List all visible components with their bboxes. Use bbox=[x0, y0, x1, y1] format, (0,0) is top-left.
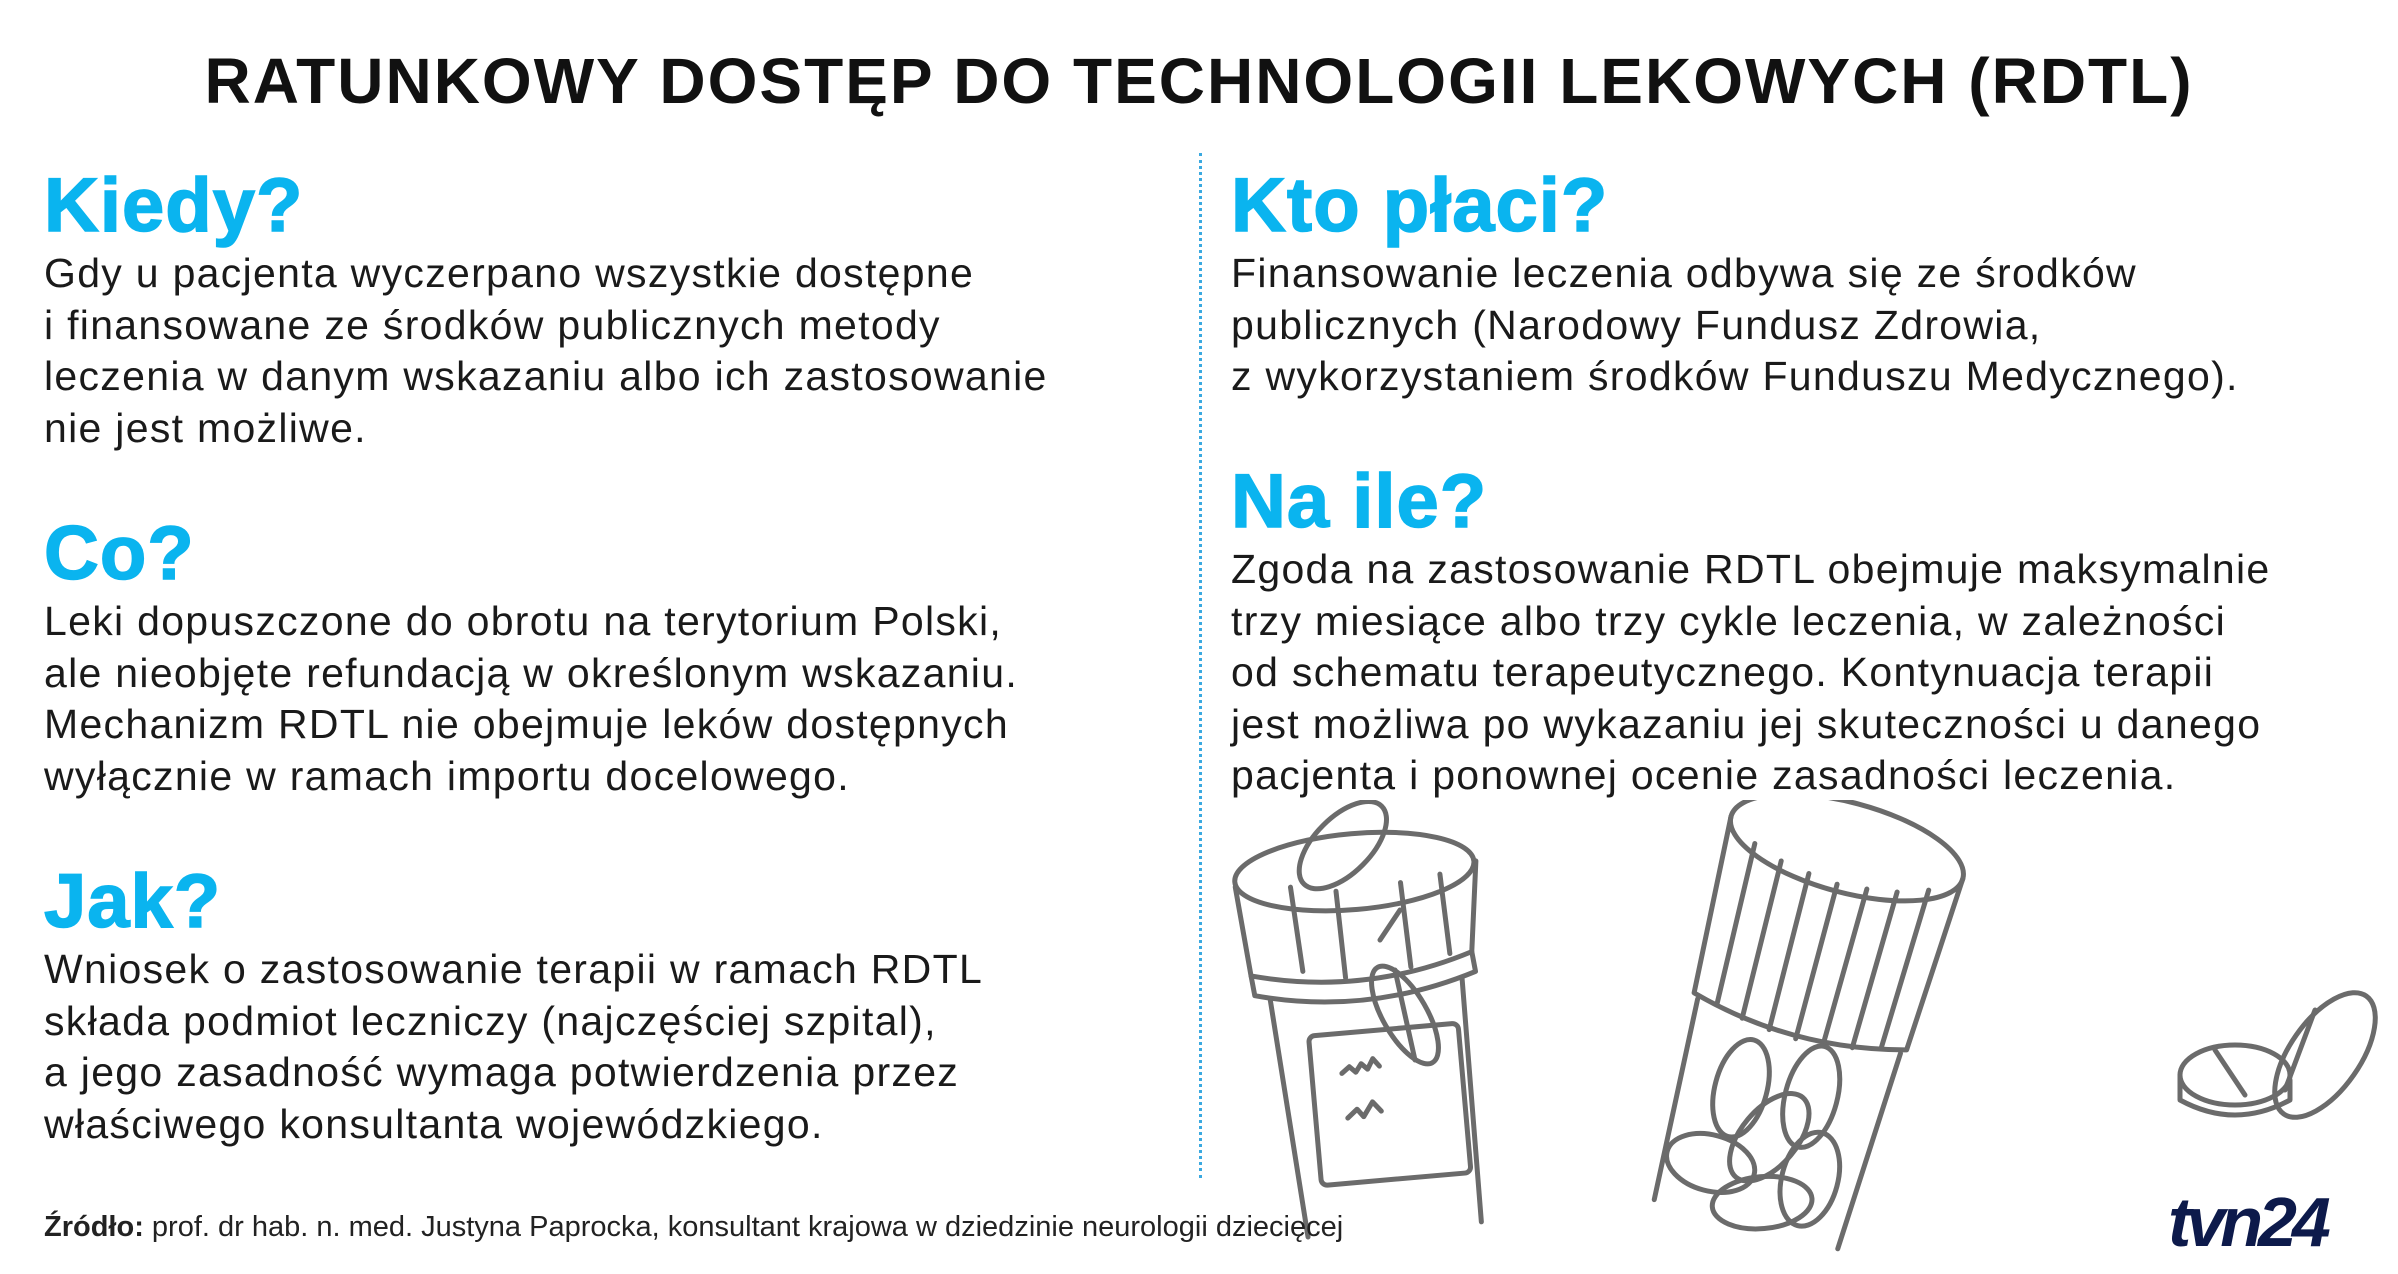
section-line: nie jest możliwe. bbox=[44, 404, 367, 451]
section-heading: Kiedy? bbox=[44, 163, 304, 248]
section-line: Zgoda na zastosowanie RDTL obejmuje maksymalnie bbox=[1231, 546, 2271, 592]
tablet-icon bbox=[2180, 976, 2390, 1134]
section-line: Leki dopuszczone do obrotu na terytorium Polski, bbox=[44, 598, 1003, 644]
pill-bottle-right-icon bbox=[1626, 800, 1975, 1260]
source-note bbox=[44, 1210, 1343, 1244]
section-jak bbox=[44, 860, 983, 1150]
section-line: Gdy u pacjenta wyczerpano wszystkie dostępne bbox=[44, 250, 975, 296]
section-line: publicznych (Narodowy Fundusz Zdrowia, bbox=[1231, 301, 2042, 348]
section-heading: Co? bbox=[44, 511, 195, 596]
page-title: RATUNKOWY DOSTĘP DO TECHNOLOGII LEKOWYCH (RDTL) bbox=[204, 45, 2194, 117]
section-line: trzy miesiące albo trzy cykle leczenia, w zależności bbox=[1231, 597, 2226, 644]
section-line: od schematu terapeutycznego. Kontynuacja terapii bbox=[1231, 649, 2215, 695]
section-heading: Na ile? bbox=[1231, 459, 1488, 544]
section-line: właściwego konsultanta wojewódzkiego. bbox=[44, 1100, 824, 1147]
section-line: leczenia w danym wskazaniu albo ich zastosowanie bbox=[44, 353, 1048, 399]
section-line: Finansowanie leczenia odbywa się ze środków bbox=[1231, 250, 2137, 296]
section-line: składa podmiot leczniczy (najczęściej szpital), bbox=[44, 997, 937, 1044]
section-heading: Jak? bbox=[44, 859, 222, 944]
source-text: prof. dr hab. n. med. Justyna Paprocka, konsultant krajowa w dziedzinie neurologii dziecięcej bbox=[143, 1211, 1344, 1243]
pill-bottle-left-icon bbox=[1231, 823, 1507, 1241]
section-na-ile bbox=[1231, 460, 2271, 802]
column-divider bbox=[1199, 153, 1202, 1178]
section-line: z wykorzystaniem środków Funduszu Medycznego). bbox=[1231, 353, 2239, 399]
section-line: wyłącznie w ramach importu docelowego. bbox=[44, 752, 850, 799]
section-line: pacjenta i ponownej ocenie zasadności leczenia. bbox=[1231, 752, 2177, 798]
section-line: i finansowane ze środków publicznych metody bbox=[44, 301, 941, 348]
section-line: Wniosek o zastosowanie terapii w ramach RDTL bbox=[44, 946, 984, 992]
section-kiedy bbox=[44, 164, 1048, 454]
section-line: a jego zasadność wymaga potwierdzenia przez bbox=[44, 1049, 960, 1095]
section-heading: Kto płaci? bbox=[1231, 163, 1609, 248]
section-line: ale nieobjęte refundacją w określonym wskazaniu. bbox=[44, 649, 1019, 696]
section-co bbox=[44, 512, 1018, 802]
section-line: jest możliwa po wykazaniu jej skuteczności u danego bbox=[1231, 700, 2262, 747]
tvn24-logo: tvn24 bbox=[2168, 1183, 2326, 1261]
section-kto-placi bbox=[1231, 164, 2239, 403]
section-line: Mechanizm RDTL nie obejmuje leków dostępnych bbox=[44, 701, 1009, 747]
source-label: Źródło: bbox=[44, 1211, 144, 1243]
